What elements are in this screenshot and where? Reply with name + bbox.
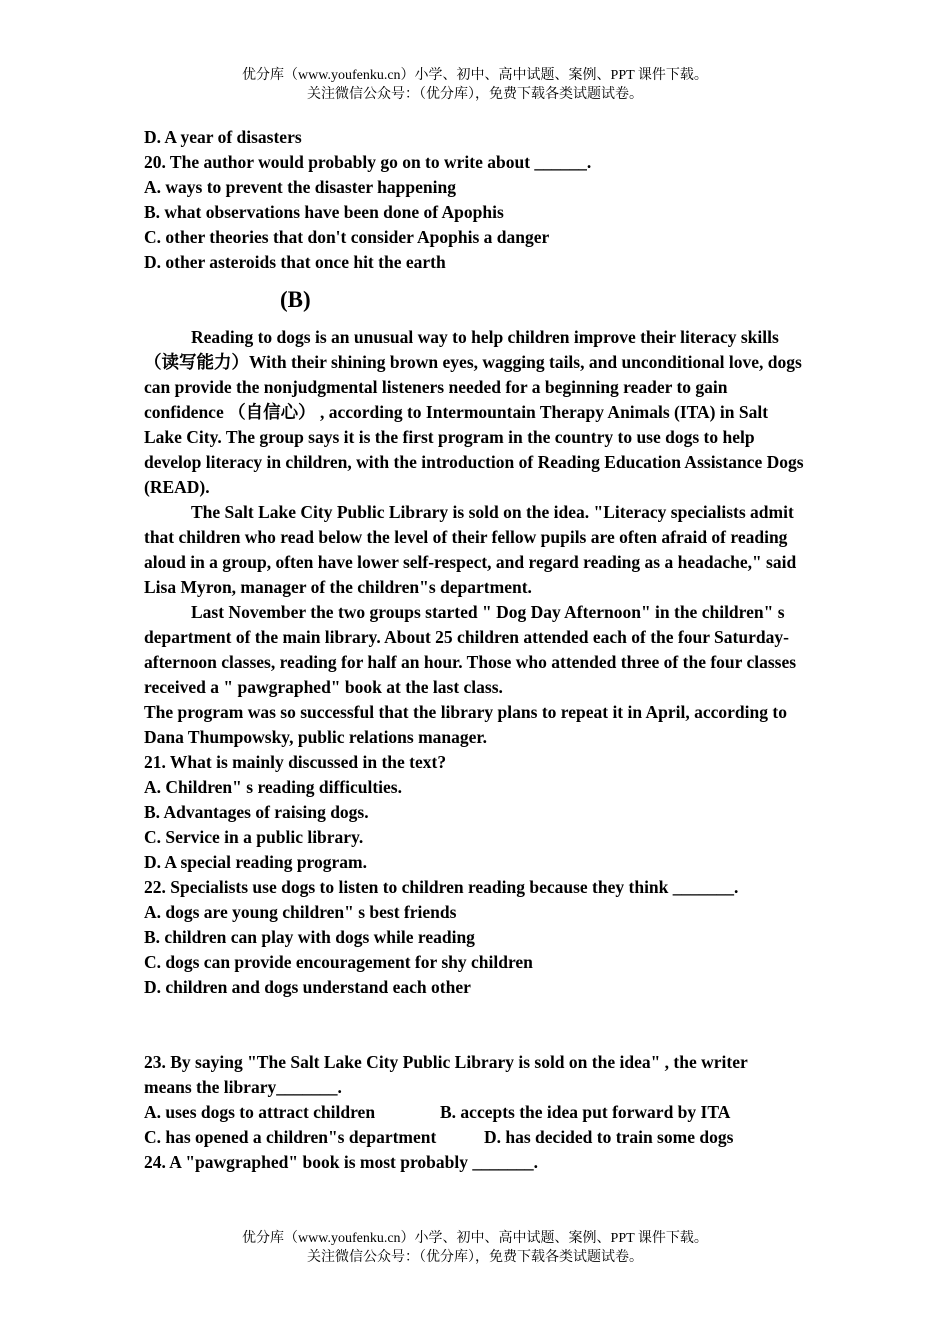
q21-option-b: B. Advantages of raising dogs. xyxy=(144,802,369,822)
page-footer xyxy=(0,1229,950,1267)
footer-line-1: 优分库（www.youfenku.cn）小学、初中、高中试题、案例、PPT 课件下载。 xyxy=(242,1231,708,1246)
q20-option-a: A. ways to prevent the disaster happening xyxy=(144,177,456,197)
page-header xyxy=(0,66,950,104)
question-20 xyxy=(144,150,809,275)
q19-option-d: D. A year of disasters xyxy=(144,127,302,147)
footer-line-2: 关注微信公众号：（优分库），免费下载各类试题试卷。 xyxy=(307,1250,643,1265)
q21-option-d: D. A special reading program. xyxy=(144,852,367,872)
passage-b xyxy=(144,325,809,750)
passage-paragraph-2: The Salt Lake City Public Library is sold on the idea. "Literacy specialists admit that children who read below the level of their fellow pupils are often afraid of reading aloud in a group, often have lower self-respect, and regard reading as a headache," said Lisa Myron, manager of the children"s department. xyxy=(144,502,797,597)
q20-option-b: B. what observations have been done of Apophis xyxy=(144,202,504,222)
passage-paragraph-3: Last November the two groups started " Dog Day Afternoon" in the children" s department of the main library. About 25 children attended each of the four Saturday-afternoon classes, reading for half an hour. Those who attended three of the four classes received a " pawgraphed" book at the last class. xyxy=(144,602,797,697)
q20-option-d: D. other asteroids that once hit the earth xyxy=(144,252,446,272)
q23-option-d: D. has decided to train some dogs xyxy=(484,1127,734,1147)
passage-paragraph-1: Reading to dogs is an unusual way to help children improve their literacy skills （读写能力）With their shining brown eyes, wagging tails, and unconditional love, dogs can provide the nonjudgmental listeners needed for a beginning reader to gain confidence （自信心） , according to Intermountain Therapy Animals (ITA) in Salt Lake City. The group says it is the first program in the country to use dogs to help develop literacy in children, with the introduction of Reading Education Assistance Dogs (READ). xyxy=(144,327,804,497)
q24-stem: 24. A "pawgraphed" book is most probably _______. xyxy=(144,1152,538,1172)
q22-option-b: B. children can play with dogs while reading xyxy=(144,927,475,947)
header-line-1: 优分库（www.youfenku.cn）小学、初中、高中试题、案例、PPT 课件下载。 xyxy=(242,68,708,83)
question-22 xyxy=(144,875,809,1000)
q23-options-row-1 xyxy=(144,1100,809,1125)
question-23 xyxy=(144,1050,809,1150)
question-21 xyxy=(144,750,809,875)
q21-option-c: C. Service in a public library. xyxy=(144,827,364,847)
header-line-2: 关注微信公众号：（优分库），免费下载各类试题试卷。 xyxy=(307,87,643,102)
q22-option-a: A. dogs are young children" s best friends xyxy=(144,902,457,922)
q23-option-a: A. uses dogs to attract children xyxy=(144,1102,376,1122)
q23-options-row-2 xyxy=(144,1125,809,1150)
document-body xyxy=(144,125,809,1175)
q20-stem: 20. The author would probably go on to write about ______. xyxy=(144,152,592,172)
passage-paragraph-4: The program was so successful that the library plans to repeat it in April, according to Dana Thumpowsky, public relations manager. xyxy=(144,702,787,747)
q22-stem: 22. Specialists use dogs to listen to children reading because they think _______. xyxy=(144,877,739,897)
q23-option-c: C. has opened a children"s department xyxy=(144,1127,437,1147)
q22-option-d: D. children and dogs understand each other xyxy=(144,977,471,997)
section-b-heading: (B) xyxy=(280,287,311,312)
q22-option-c: C. dogs can provide encouragement for shy children xyxy=(144,952,533,972)
q21-stem: 21. What is mainly discussed in the text? xyxy=(144,752,447,772)
blank-gap xyxy=(144,1000,809,1050)
q23-stem-line-2: means the library_______. xyxy=(144,1077,342,1097)
q21-option-a: A. Children" s reading difficulties. xyxy=(144,777,402,797)
q20-option-c: C. other theories that don't consider Apophis a danger xyxy=(144,227,550,247)
q23-stem-line-1: 23. By saying "The Salt Lake City Public Library is sold on the idea" , the writer xyxy=(144,1052,748,1072)
q23-option-b: B. accepts the idea put forward by ITA xyxy=(440,1102,731,1122)
